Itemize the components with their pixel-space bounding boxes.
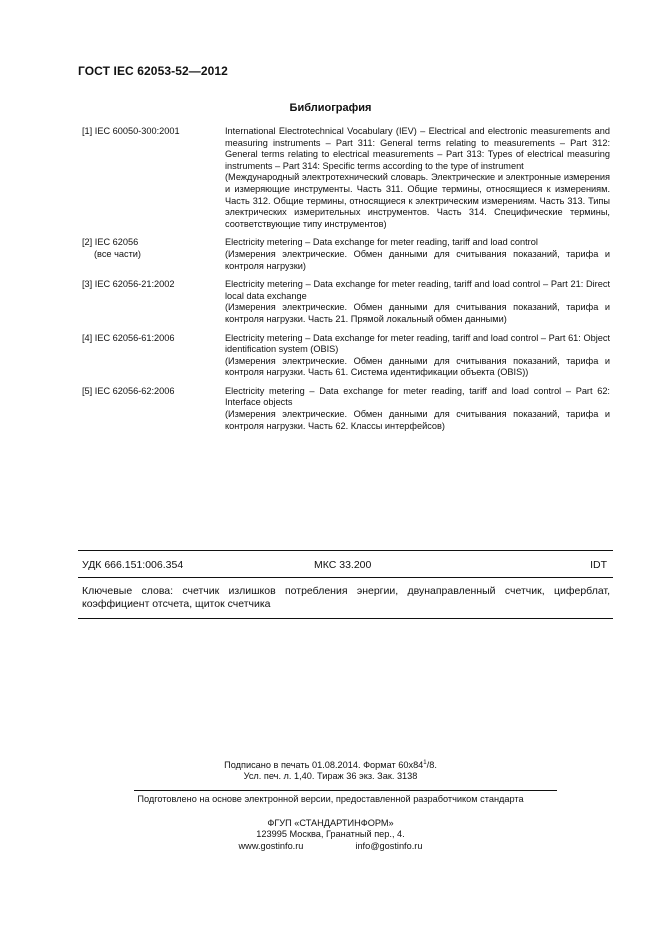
entry-ref-code: [4] IEC 62056-61:2006 [82,332,175,343]
bibliography-title: Библиография [289,102,372,114]
entry-title-ru: (Измерения электрические. Обмен данными для считывания показаний, тарифа и контроля нагрузки. Часть 62. Классы интерфейсов) [225,409,610,431]
bibliography-entry [82,386,610,432]
entry-title-ru: (Международный электротехнический словарь. Электрические и электронные измерения и измеряющие инструменты. Часть 311. Общие термины, относящиеся к измерениям. Часть 312. Общие термины, относящиеся к электрическим измерениям. Часть 313. Типы электрических измерительных инструментов. Часть 314. Специфические термины, соответствующие типу инструментов) [225,172,610,229]
website-link[interactable]: www.gostinfo.ru [238,841,304,851]
udk-code: УДК 666.151:006.354 [82,559,184,571]
entry-text [225,333,610,379]
entry-title-ru: (Измерения электрические. Обмен данными для считывания показаний, тарифа и контроля нагрузки. Часть 61. Система идентификации объекта (OBIS)) [225,355,610,378]
entry-title-en: Electricity metering – Data exchange for meter reading, tariff and load control – Part 21: Direct local data exchange [225,279,610,301]
keywords: Ключевые слова: счетчик излишков потребления энергии, двунаправленный счетчик, циферблат, коэффициент отсчета, щиток счетчика [82,585,610,610]
entry-ref-note: (все части) [94,248,141,259]
bibliography-entry [82,333,610,379]
entry-ref-code: [5] IEC 62056-62:2006 [82,385,175,396]
signed-for-print [0,760,661,770]
publisher-contacts [0,841,661,851]
prepared-note: Подготовлено на основе электронной версии, предоставленной разработчиком стандарта [137,794,524,804]
mks-code: МКС 33.200 [314,559,372,571]
entry-text [225,126,610,230]
entry-reference [82,126,225,230]
bibliography-entry [82,126,610,230]
print-sheets: Усл. печ. л. 1,40. Тираж 36 экз. Зак. 3138 [243,771,418,781]
entry-reference [82,386,225,432]
publisher-address: 123995 Москва, Гранатный пер., 4. [256,829,405,839]
entry-text [225,386,610,432]
entry-text [225,279,610,325]
entry-title-ru: (Измерения электрические. Обмен данными для считывания показаний, тарифа и контроля нагрузки) [225,248,610,271]
bibliography-entry [82,279,610,325]
entry-ref-code: [3] IEC 62056-21:2002 [82,279,175,290]
entry-text [225,237,610,272]
entry-ref-code: [1] IEC 60050-300:2001 [82,126,180,136]
entry-ref-code: [2] IEC 62056 [82,237,139,248]
entry-title-en: Electricity metering – Data exchange for meter reading, tariff and load control [225,237,538,248]
entry-title-en: Electricity metering – Data exchange for meter reading, tariff and load control – Part 61: Object identification system (OBIS) [225,332,610,355]
imprint-divider [134,790,557,791]
classification-middle-rule [78,577,613,578]
entry-reference [82,279,225,325]
bibliography-list [82,126,610,439]
email-link[interactable]: info@gostinfo.ru [355,841,423,851]
page-header: ГОСТ IEC 62053-52—2012 [78,64,228,78]
entry-reference [82,237,225,272]
entry-title-ru: (Измерения электрические. Обмен данными для считывания показаний, тарифа и контроля нагрузки. Часть 21. Прямой локальный обмен данными) [225,302,610,324]
format-numerator: 1 [423,760,427,766]
entry-title-en: Electricity metering – Data exchange for meter reading, tariff and load control – Part 62: Interface objects [225,385,610,408]
idt-mark: IDT [590,559,607,571]
format-denominator: /8 [426,760,435,771]
classification-row [82,559,607,571]
signed-text: Подписано в печать 01.08.2014. Формат 60x84 [224,760,424,771]
keywords-bottom-rule [78,618,613,619]
bibliography-entry [82,237,610,272]
entry-reference [82,333,225,379]
publisher-name: ФГУП «СТАНДАРТИНФОРМ» [267,818,394,828]
classification-top-rule [78,550,613,551]
signed-suffix: . [434,760,437,771]
entry-title-en: International Electrotechnical Vocabulary (IEV) – Electrical and electronic measurements and measuring instruments – Part 311: General terms relating to measurements – Part 312: General terms relating to electrical measurements – Part 313: Types of electrical measuring instruments – Part 314: Specific terms according to the type of instrument [225,126,610,171]
